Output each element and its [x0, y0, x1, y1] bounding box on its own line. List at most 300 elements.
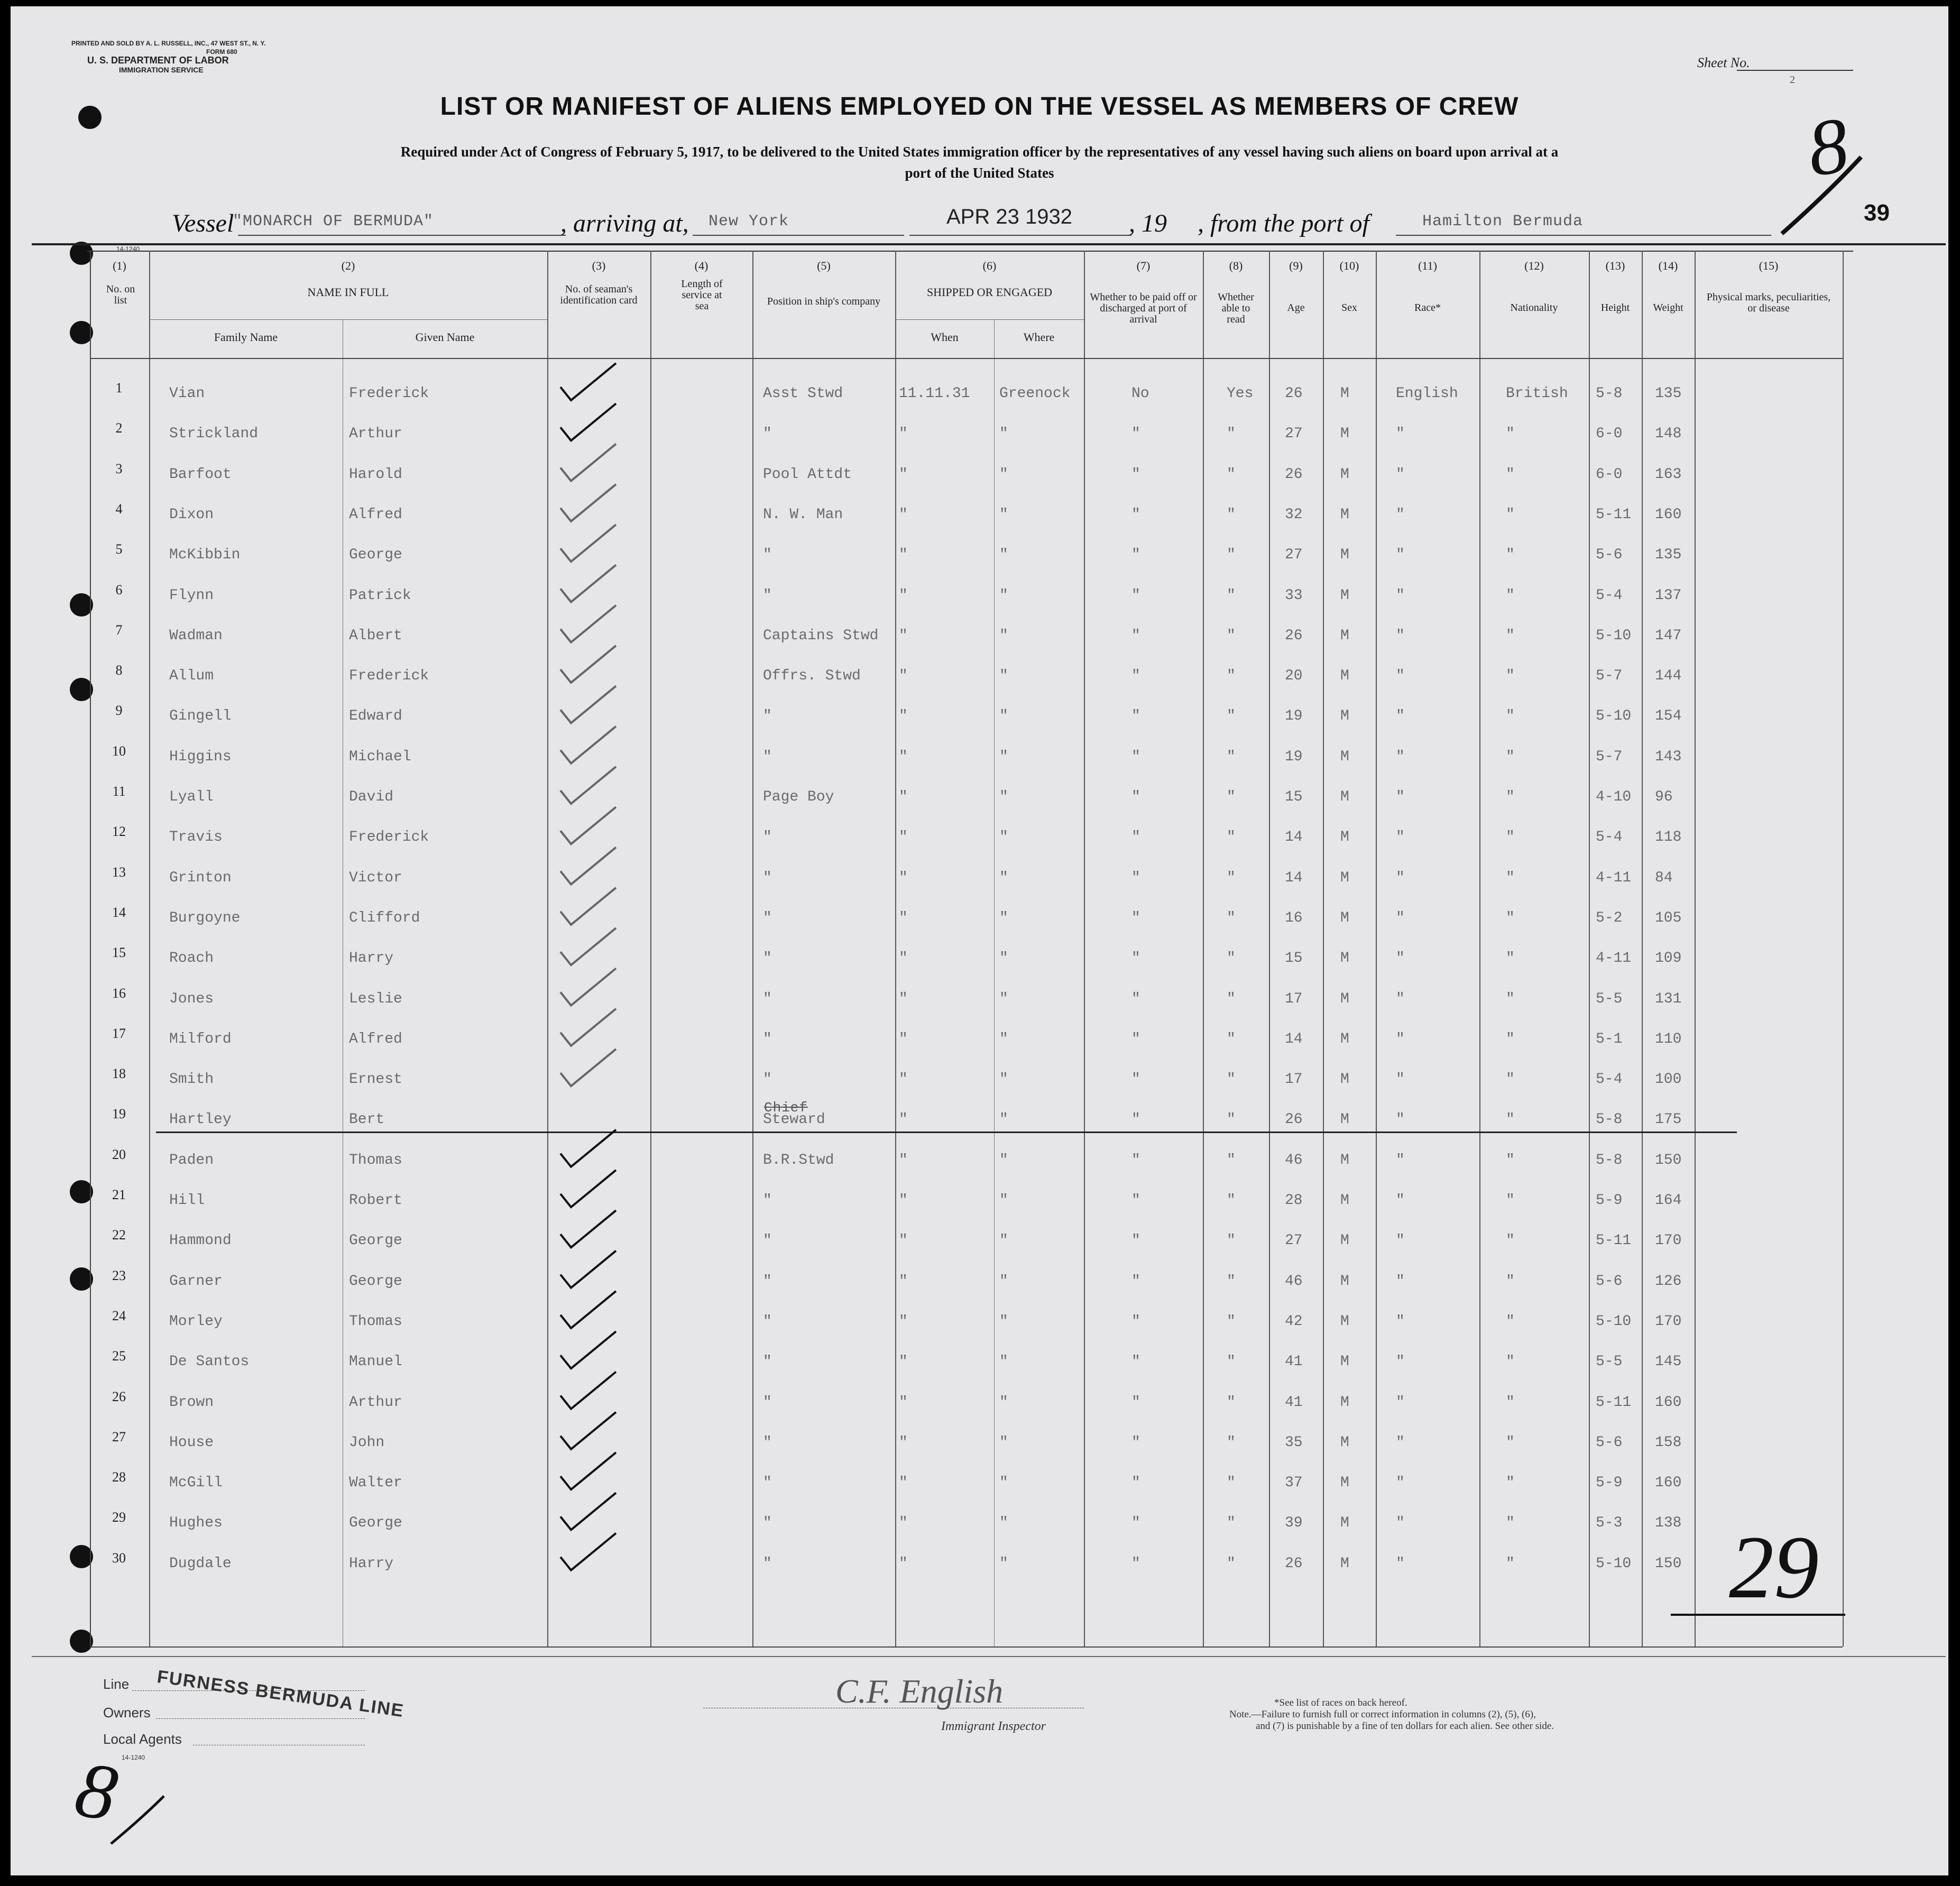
cell-family: House: [169, 1434, 214, 1451]
checkmark: [560, 1251, 616, 1288]
cell-family: Higgins: [169, 748, 232, 765]
cell-weight: 110: [1655, 1031, 1682, 1047]
cell-family: Dugdale: [169, 1555, 232, 1572]
cell-paid: ": [1131, 547, 1140, 564]
cell-given: Ernest: [349, 1071, 402, 1088]
cell-read: ": [1227, 708, 1236, 725]
cell-age: 15: [1285, 789, 1303, 805]
cell-sex: M: [1340, 385, 1349, 402]
cell-height: 5-6: [1596, 1273, 1623, 1290]
cell-read: ": [1227, 1273, 1236, 1290]
cell-family: Hartley: [169, 1111, 232, 1128]
cell-sex: M: [1340, 1475, 1349, 1492]
checkmark: [560, 1331, 616, 1368]
cell-race: ": [1396, 708, 1405, 725]
checkmark: [560, 969, 616, 1006]
cell-given: Harold: [349, 466, 402, 483]
cell-family: Milford: [169, 1031, 232, 1047]
cell-age: 17: [1285, 990, 1303, 1007]
cell-age: 26: [1285, 1111, 1303, 1128]
cell-family: Flynn: [169, 587, 214, 604]
from-port: Hamilton Bermuda: [1422, 213, 1584, 231]
cell-height: 5-11: [1596, 1394, 1632, 1411]
checkmark: [560, 1452, 616, 1489]
row-number: 27: [112, 1429, 126, 1445]
checkmark: [560, 807, 616, 844]
cell-sex: M: [1340, 1273, 1349, 1290]
cell-when: ": [899, 668, 908, 685]
checkmark: [560, 1170, 616, 1207]
cell-position: ": [763, 1192, 772, 1209]
cell-read: ": [1227, 950, 1236, 967]
cell-position: ": [763, 1515, 772, 1532]
checkmark: [560, 1049, 616, 1086]
cell-nationality: ": [1506, 1313, 1515, 1330]
cell-family: Barfoot: [169, 466, 232, 483]
cell-read: ": [1227, 829, 1236, 846]
cell-weight: 143: [1655, 748, 1682, 765]
cell-sex: M: [1340, 506, 1349, 523]
col6-when-header: When: [931, 330, 959, 344]
cell-position: ": [763, 1232, 772, 1249]
cell-read: ": [1227, 587, 1236, 604]
cell-where: ": [999, 426, 1008, 443]
owners-label: Owners: [103, 1705, 151, 1721]
cell-read: ": [1227, 1192, 1236, 1209]
cell-race: ": [1396, 1434, 1405, 1451]
col9-number: (9): [1289, 259, 1303, 272]
cell-race: ": [1396, 789, 1405, 805]
cell-age: 42: [1285, 1313, 1303, 1330]
row-number: 12: [112, 824, 126, 840]
cell-age: 32: [1285, 506, 1303, 523]
row-number: 8: [115, 663, 123, 678]
cell-nationality: ": [1506, 668, 1515, 685]
cell-sex: M: [1340, 829, 1349, 846]
cell-nationality: ": [1506, 1152, 1515, 1169]
cell-age: 26: [1285, 466, 1303, 483]
cell-given: Clifford: [349, 909, 420, 926]
cell-where: ": [999, 869, 1008, 886]
col9-header: Age: [1287, 302, 1305, 314]
cell-read: ": [1227, 466, 1236, 483]
sheet-small-number: 2: [1790, 74, 1795, 86]
row-number: 17: [112, 1025, 126, 1041]
col2-number: (2): [341, 259, 355, 272]
header-subline: [895, 319, 1084, 320]
cell-when: ": [899, 627, 908, 644]
cell-sex: M: [1340, 990, 1349, 1007]
cell-family: Roach: [169, 950, 214, 967]
cell-race: English: [1396, 385, 1458, 402]
cell-given: Harry: [349, 950, 394, 967]
cell-height: 5-5: [1596, 1354, 1623, 1370]
cell-read: ": [1227, 1354, 1236, 1370]
header-subline: [149, 319, 547, 320]
cell-paid: ": [1131, 829, 1140, 846]
cell-family: Strickland: [169, 426, 259, 443]
cell-weight: 105: [1655, 909, 1682, 926]
cell-when: ": [899, 1273, 908, 1290]
checkmark: [560, 1372, 616, 1409]
cell-nationality: ": [1506, 829, 1515, 846]
date-stamp: APR 23 1932: [946, 205, 1072, 228]
checkmark: [560, 726, 616, 763]
cell-when: ": [899, 1555, 908, 1572]
cell-weight: 137: [1655, 587, 1682, 604]
cell-family: Vian: [169, 385, 205, 402]
cell-sex: M: [1340, 1555, 1349, 1572]
cell-where: ": [999, 1434, 1008, 1451]
cell-nationality: ": [1506, 1434, 1515, 1451]
cell-family: Garner: [169, 1273, 223, 1290]
cell-when: ": [899, 708, 908, 725]
cell-height: 5-8: [1596, 385, 1623, 402]
row-number: 1: [115, 380, 123, 395]
cell-height: 5-4: [1596, 829, 1623, 846]
row-number: 5: [115, 541, 123, 557]
cell-given: George: [349, 547, 402, 564]
col-line: [994, 319, 995, 1646]
cell-family: McKibbin: [169, 547, 241, 564]
col-line: [1323, 251, 1324, 1646]
cell-when: ": [899, 1232, 908, 1249]
cell-nationality: ": [1506, 909, 1515, 926]
checkmark: [560, 646, 616, 683]
cell-when: ": [899, 909, 908, 926]
cell-position: ": [763, 748, 772, 765]
cell-sex: M: [1340, 1071, 1349, 1088]
row-number: 23: [112, 1267, 126, 1283]
cell-position: ": [763, 587, 772, 604]
row-number: 7: [115, 622, 123, 638]
cell-weight: 160: [1655, 506, 1682, 523]
cell-age: 27: [1285, 547, 1303, 564]
cell-age: 26: [1285, 627, 1303, 644]
cell-height: 6-0: [1596, 466, 1623, 483]
form-number: FORM 680: [206, 48, 237, 56]
cell-given: Victor: [349, 869, 402, 886]
row-number: 21: [112, 1187, 126, 1202]
cell-age: 16: [1285, 909, 1303, 926]
row-number: 3: [115, 461, 123, 476]
cell-nationality: ": [1506, 426, 1515, 443]
cell-where: ": [999, 789, 1008, 805]
from-label: , from the port of: [1198, 209, 1369, 237]
cell-height: 6-0: [1596, 426, 1623, 443]
owners-underline: [156, 1718, 365, 1719]
col7-header: Whether to be paid off or discharged at port of arrival: [1090, 291, 1197, 325]
cell-nationality: ": [1506, 950, 1515, 967]
cell-sex: M: [1340, 1394, 1349, 1411]
cell-sex: M: [1340, 1031, 1349, 1047]
cell-height: 5-10: [1596, 627, 1632, 644]
col-line: [752, 251, 753, 1646]
corner-slash: [106, 1793, 169, 1846]
cell-family: De Santos: [169, 1354, 250, 1370]
col5-number: (5): [817, 259, 831, 272]
cell-race: ": [1396, 1313, 1405, 1330]
cell-sex: M: [1340, 909, 1349, 926]
cell-age: 14: [1285, 1031, 1303, 1047]
cell-weight: 170: [1655, 1313, 1682, 1330]
cell-nationality: ": [1506, 1555, 1515, 1572]
cell-position: ": [763, 990, 772, 1007]
cell-sex: M: [1340, 668, 1349, 685]
cell-race: ": [1396, 909, 1405, 926]
cell-sex: M: [1340, 426, 1349, 443]
cell-race: ": [1396, 1232, 1405, 1249]
cell-paid: ": [1131, 1434, 1140, 1451]
col14-number: (14): [1658, 259, 1678, 272]
checkmark: [560, 565, 616, 602]
row-number: 14: [112, 904, 126, 920]
cell-given: Frederick: [349, 385, 429, 402]
table-bottom-rule: [90, 1646, 1843, 1648]
cell-position: Steward: [763, 1111, 825, 1128]
col12-number: (12): [1524, 259, 1544, 272]
cell-when: ": [899, 1071, 908, 1088]
cell-family: Paden: [169, 1152, 214, 1169]
page-number: 39: [1864, 200, 1890, 226]
cell-age: 46: [1285, 1152, 1303, 1169]
cell-race: ": [1396, 627, 1405, 644]
cell-sex: M: [1340, 789, 1349, 805]
cell-where: ": [999, 950, 1008, 967]
row-number: 6: [115, 582, 123, 597]
cell-where: ": [999, 1313, 1008, 1330]
col6-header: SHIPPED OR ENGAGED: [926, 286, 1053, 299]
col8-header: Whether able to read: [1218, 291, 1254, 325]
cell-given: Albert: [349, 627, 402, 644]
cell-paid: ": [1131, 1111, 1140, 1128]
checkmark: [560, 686, 616, 723]
vessel-label: Vessel: [172, 209, 234, 237]
cell-family: McGill: [169, 1475, 223, 1492]
row-number: 10: [112, 743, 126, 759]
arriving-port: New York: [708, 213, 789, 231]
col-line: [1589, 251, 1590, 1646]
cell-position: ": [763, 1313, 772, 1330]
cell-position: ": [763, 1071, 772, 1088]
cell-race: ": [1396, 506, 1405, 523]
cell-position: ": [763, 708, 772, 725]
cell-sex: M: [1340, 587, 1349, 604]
cell-weight: 131: [1655, 990, 1682, 1007]
cell-family: Dixon: [169, 506, 214, 523]
cell-race: ": [1396, 1031, 1405, 1047]
cell-given: Arthur: [349, 426, 402, 443]
cell-race: ": [1396, 426, 1405, 443]
cell-where: ": [999, 1071, 1008, 1088]
checkmark: [560, 525, 616, 562]
checkmark: [560, 848, 616, 885]
cell-read: ": [1227, 1071, 1236, 1088]
cell-family: Allum: [169, 668, 214, 685]
penalty-note-2: and (7) is punishable by a fine of ten dollars for each alien. See other side.: [1256, 1721, 1554, 1732]
cell-when: ": [899, 1111, 908, 1128]
cell-when: ": [899, 829, 908, 846]
cell-nationality: ": [1506, 1031, 1515, 1047]
cell-age: 41: [1285, 1394, 1303, 1411]
col8-number: (8): [1229, 259, 1243, 272]
cell-nationality: ": [1506, 1273, 1515, 1290]
cell-paid: ": [1131, 587, 1140, 604]
cell-nationality: ": [1506, 748, 1515, 765]
cell-age: 26: [1285, 1555, 1303, 1572]
cell-paid: ": [1131, 1071, 1140, 1088]
cell-when: ": [899, 1434, 908, 1451]
cell-where: ": [999, 1515, 1008, 1532]
col6-where-header: Where: [1023, 330, 1055, 344]
cell-where: ": [999, 466, 1008, 483]
printer-line: PRINTED AND SOLD BY A. L. RUSSELL, INC., 47 WEST ST., N. Y.: [71, 40, 266, 47]
col-line: [1376, 251, 1377, 1646]
cell-where: ": [999, 627, 1008, 644]
cell-when: ": [899, 547, 908, 564]
cell-paid: ": [1131, 1192, 1140, 1209]
cell-sex: M: [1340, 1354, 1349, 1370]
year-label: , 19: [1129, 209, 1167, 237]
cell-height: 5-9: [1596, 1192, 1623, 1209]
cell-where: ": [999, 829, 1008, 846]
row-number: 22: [112, 1227, 126, 1243]
sheet-label: Sheet No.: [1697, 55, 1750, 70]
cell-read: ": [1227, 1152, 1236, 1169]
cell-height: 5-10: [1596, 1313, 1632, 1330]
col13-number: (13): [1605, 259, 1625, 272]
checkmark: [560, 1009, 616, 1046]
cell-paid: ": [1131, 426, 1140, 443]
cell-given: Bert: [349, 1111, 385, 1128]
col7-number: (7): [1136, 259, 1151, 272]
col3-header: No. of seaman's identification card: [560, 283, 638, 306]
cell-paid: ": [1131, 668, 1140, 685]
cell-read: ": [1227, 990, 1236, 1007]
cell-nationality: ": [1506, 547, 1515, 564]
col-line: [1843, 251, 1844, 1646]
cell-nationality: ": [1506, 1515, 1515, 1532]
col2-header: NAME IN FULL: [307, 286, 389, 299]
cell-weight: 170: [1655, 1232, 1682, 1249]
cell-sex: M: [1340, 547, 1349, 564]
cell-race: ": [1396, 1111, 1405, 1128]
cell-weight: 150: [1655, 1152, 1682, 1169]
cell-nationality: ": [1506, 1232, 1515, 1249]
col12-header: Nationality: [1510, 302, 1558, 314]
document-title: LIST OR MANIFEST OF ALIENS EMPLOYED ON THE VESSEL AS MEMBERS OF CREW: [440, 93, 1519, 121]
cell-height: 5-10: [1596, 708, 1632, 725]
col2-family-header: Family Name: [214, 330, 278, 344]
cell-when: ": [899, 1313, 908, 1330]
col13-header: Height: [1600, 302, 1630, 314]
cell-read: ": [1227, 1434, 1236, 1451]
cell-weight: 144: [1655, 668, 1682, 685]
row-number: 13: [112, 864, 126, 880]
cell-family: Grinton: [169, 869, 232, 886]
company-stamp: FURNESS BERMUDA LINE: [155, 1667, 406, 1722]
cell-family: Hammond: [169, 1232, 232, 1249]
cell-read: ": [1227, 1394, 1236, 1411]
inspector-signature: C.F. English: [835, 1672, 1004, 1710]
cell-position: Pool Attdt: [763, 466, 852, 483]
col1-header: No. on list: [106, 283, 135, 306]
cell-family: Burgoyne: [169, 909, 241, 926]
cell-read: ": [1227, 909, 1236, 926]
cell-given: Arthur: [349, 1394, 402, 1411]
cell-race: ": [1396, 950, 1405, 967]
cell-position: ": [763, 1273, 772, 1290]
cell-given: George: [349, 1232, 402, 1249]
cell-height: 5-3: [1596, 1515, 1623, 1532]
cell-paid: ": [1131, 708, 1140, 725]
col4-number: (4): [694, 259, 708, 272]
col6-number: (6): [982, 259, 997, 272]
cell-nationality: ": [1506, 1071, 1515, 1088]
cell-nationality: ": [1506, 708, 1515, 725]
cell-sex: M: [1340, 627, 1349, 644]
cell-where: ": [999, 1394, 1008, 1411]
manifest-page: [11, 6, 1948, 1875]
cell-given: Frederick: [349, 829, 429, 846]
arriving-label: , arriving at,: [560, 209, 689, 237]
cell-sex: M: [1340, 1192, 1349, 1209]
cell-weight: 158: [1655, 1434, 1682, 1451]
service-name: IMMIGRATION SERVICE: [119, 66, 204, 74]
cell-height: 5-10: [1596, 1555, 1632, 1572]
col11-number: (11): [1418, 259, 1437, 272]
cell-race: ": [1396, 748, 1405, 765]
cell-read: ": [1227, 1111, 1236, 1128]
cell-weight: 160: [1655, 1475, 1682, 1492]
cell-paid: ": [1131, 1515, 1140, 1532]
subtitle-line1: Required under Act of Congress of February 5, 1917, to be delivered to the United States immigration officer by the representatives of any vessel having such aliens on board upon arrival at a: [400, 144, 1559, 160]
row-number: 11: [112, 784, 126, 799]
cell-where: ": [999, 668, 1008, 685]
cell-paid: ": [1131, 1555, 1140, 1572]
cell-position: ": [763, 547, 772, 564]
cell-age: 19: [1285, 708, 1303, 725]
cell-where: ": [999, 1354, 1008, 1370]
cell-height: 5-4: [1596, 1071, 1623, 1088]
cell-sex: M: [1340, 1111, 1349, 1128]
col15-number: (15): [1759, 259, 1779, 272]
row-number: 15: [112, 945, 126, 961]
cell-given: David: [349, 789, 394, 805]
cell-where: ": [999, 909, 1008, 926]
cell-read: ": [1227, 1555, 1236, 1572]
cell-weight: 145: [1655, 1354, 1682, 1370]
cell-read: ": [1227, 547, 1236, 564]
cell-family: Hughes: [169, 1515, 223, 1532]
cell-given: Edward: [349, 708, 402, 725]
cell-age: 39: [1285, 1515, 1303, 1532]
cell-race: ": [1396, 1555, 1405, 1572]
cell-sex: M: [1340, 950, 1349, 967]
cell-weight: 118: [1655, 829, 1682, 846]
cell-family: Jones: [169, 990, 214, 1007]
cell-sex: M: [1340, 466, 1349, 483]
cell-where: ": [999, 708, 1008, 725]
cell-paid: ": [1131, 1031, 1140, 1047]
line-label: Line: [103, 1676, 130, 1692]
cell-family: Wadman: [169, 627, 223, 644]
cell-paid: ": [1131, 909, 1140, 926]
row-number: 16: [112, 985, 126, 1001]
cell-where: ": [999, 547, 1008, 564]
checkmark: [560, 767, 616, 804]
cell-where: Greenock: [999, 385, 1071, 402]
